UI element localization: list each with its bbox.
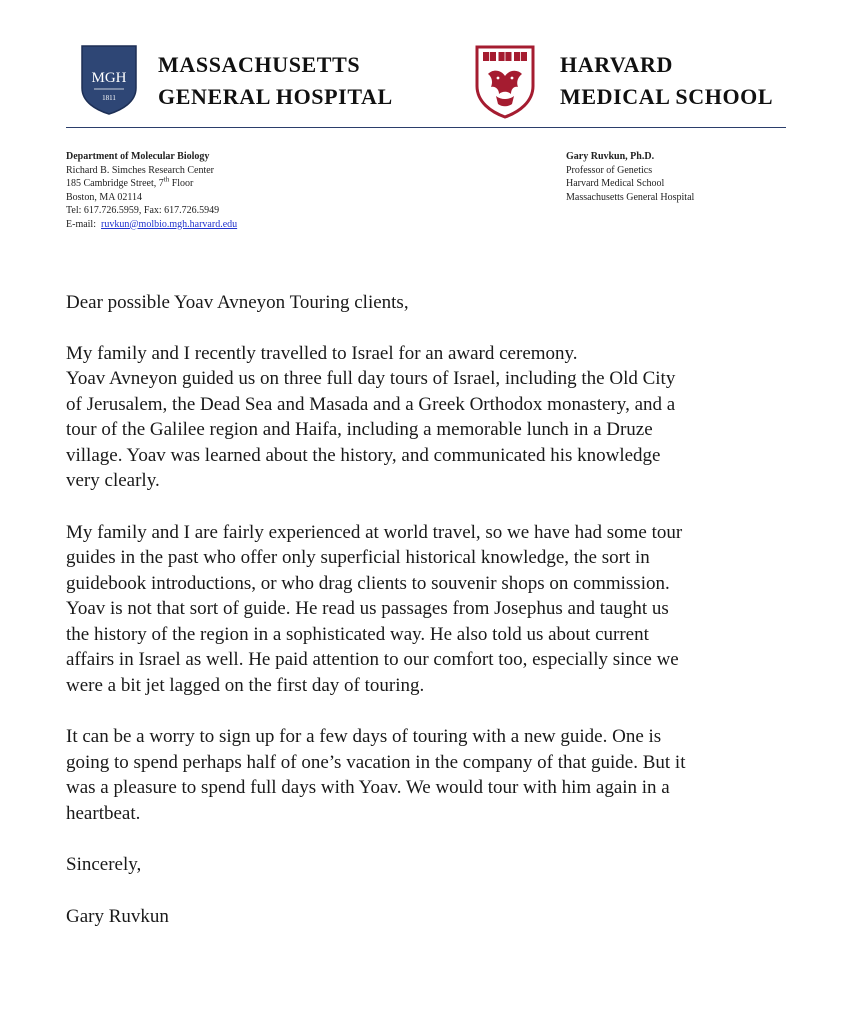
mgh-wordmark: [158, 49, 393, 113]
hms-name-line1: HARVARD: [560, 52, 674, 77]
mgh-name-line2: GENERAL HOSPITAL: [158, 84, 393, 109]
city-line: Boston, MA 02114: [66, 191, 143, 203]
mgh-seal-year: 1811: [102, 94, 116, 102]
letter-greeting: Dear possible Yoav Avneyon Touring clients,: [66, 292, 409, 313]
letter-paragraph-1: My family and I recently travelled to Israel for an award ceremony. Yoav Avneyon guided us on three full day tours of Israel, including the Old City of Jerusalem, the Dead Sea and Masada and a Greek Orthodox monastery, and a tour of the Galilee region and Haifa, including a memorable lunch in a Druze village. Yoav was learned about the history, and communicated his knowledge very clearly.: [66, 342, 676, 491]
mgh-shield-logo: [80, 44, 138, 116]
mgh-name-line1: MASSACHUSETTS: [158, 52, 361, 77]
department-address-block: [66, 150, 237, 231]
mgh-seal-text: MGH: [91, 70, 127, 86]
letter-closing: Sincerely,: [66, 854, 142, 875]
harvard-wordmark: [560, 49, 773, 113]
hms-name-line2: MEDICAL SCHOOL: [560, 84, 774, 109]
department-name: Department of Molecular Biology: [66, 151, 210, 162]
email-link[interactable]: ruvkun@molbio.mgh.harvard.edu: [101, 218, 238, 230]
research-center: Richard B. Simches Research Center: [66, 164, 215, 176]
sender-affiliation-1: Harvard Medical School: [566, 178, 665, 189]
letter-paragraph-3: It can be a worry to sign up for a few days of touring with a new guide. One is going to spend perhaps half of one’s vacation in the company of that guide. But it was a pleasure to spend full days with Yoav. We would tour with him again in a heartbeat.: [66, 726, 686, 824]
header-rule: [66, 127, 786, 128]
sender-info-block: [566, 150, 694, 204]
email-label: E-mail:: [66, 218, 96, 230]
letter-paragraph-2: My family and I are fairly experienced at world travel, so we have had some tour guides in the past who offer only superficial historical knowledge, the sort in guidebook introductions, or who drag clients to souvenir shops on commission. Yoav is not that sort of guide. He read us passages from Josephus and taught us the history of the region in a sophisticated way. He also told us about current affairs in Israel as well. He paid attention to our comfort too, especially since we were a bit jet lagged on the first day of touring.: [66, 521, 683, 696]
harvard-shield-logo: [474, 44, 536, 119]
sender-affiliation-2: Massachusetts General Hospital: [566, 191, 695, 203]
sender-title: Professor of Genetics: [566, 164, 653, 176]
letter-body: [66, 290, 786, 929]
email-line: [66, 218, 237, 232]
letter-signature: Gary Ruvkun: [66, 905, 169, 927]
sender-name: Gary Ruvkun, Ph.D.: [566, 151, 655, 162]
phone-line: Tel: 617.726.5959, Fax: 617.726.5949: [66, 205, 220, 216]
street-address: 185 Cambridge Street, 7th Floor: [66, 175, 194, 189]
